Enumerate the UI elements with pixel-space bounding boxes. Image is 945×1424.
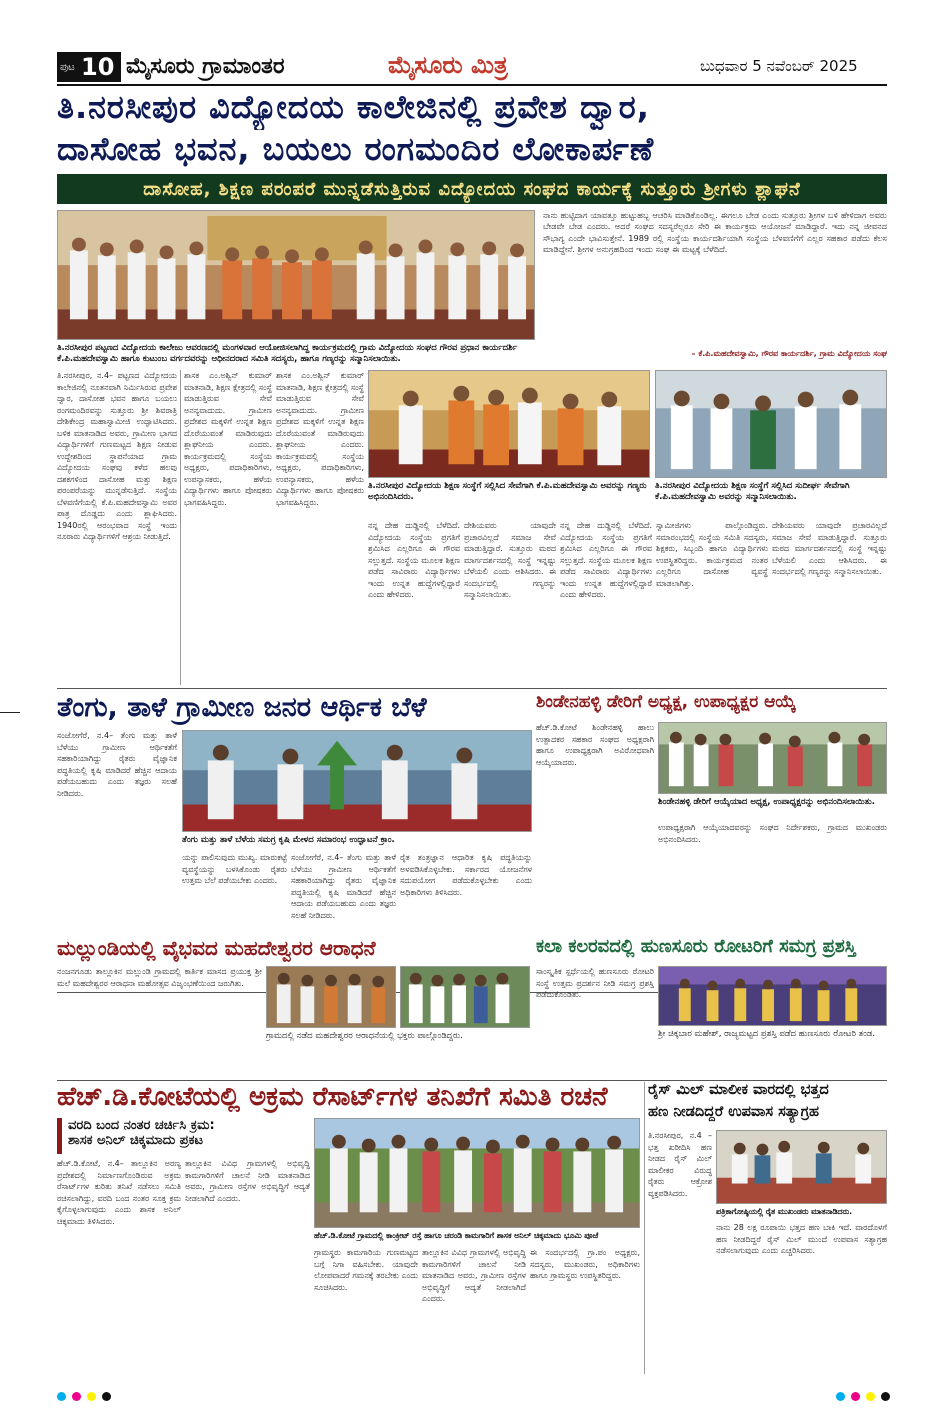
- story6-kicker: [57, 1118, 317, 1154]
- lead-body-col4b: ನನ್ನ ದೇಹ ದುಡ್ಡಿನಲ್ಲಿ ಬೆಳೆದಿದೆ. ವಿದ್ಯೋದಯ ಸಂಸ್ಥೆಯ ಪ್ರಗತಿಗೆ ಶ್ರಮಿಸಿದ ಎಲ್ಲರಿಗೂ ಈ ಗೌರವ ಸಲ್ಲುತ್ತದೆ. ಸಂಸ್ಥೆಯ ಮೂಲಕ ಶಿಕ್ಷಣ ಪಡೆದ ಸಾವಿರಾರು ವಿದ್ಯಾರ್ಥಿಗಳು ಇಂದು ಉನ್ನತ ಹುದ್ದೆಗಳಲ್ಲಿದ್ದಾರೆ ಎಂದು ಹೇಳಿದರು.: [560, 521, 652, 599]
- story2-headline: ತೆಂಗು, ತಾಳೆ ಗ್ರಾಮೀಣ ಜನರ ಆರ್ಥಿಕ ಬೆಳೆ: [57, 692, 427, 723]
- lead-subhead-banner: ದಾಸೋಹ, ಶಿಕ್ಷಣ ಪರಂಪರೆ ಮುನ್ನಡೆಸುತ್ತಿರುವ ವಿದ್ಯೋದಯ ಸಂಘದ ಕಾರ್ಯಕ್ಕೆ ಸುತ್ತೂರು ಶ್ರೀಗಳು ಶ್ಲಾಘನೆ: [57, 174, 887, 204]
- lead-body-col5b: ದೇಶಿಯವರು ಯಾವುದೇ ಪ್ರಚಾರವಿಲ್ಲದೆ ಸಮಾಜ ಸೇವೆ ಮಾಡುತ್ತಿದ್ದಾರೆ. ಸುತ್ತೂರು ಮಠದ ಮಾರ್ಗದರ್ಶನದಲ್ಲಿ ಸಂಸ್ಥೆ ಇನ್ನಷ್ಟು ಬೆಳೆಯಲಿ ಎಂದು ಆಶಿಸಿದರು. ಈ ಸಂದರ್ಭದಲ್ಲಿ ಗಣ್ಯರನ್ನು ಸನ್ಮಾನಿಸಲಾಯಿತು.: [772, 521, 887, 576]
- issue-date: ಬುಧವಾರ 5 ನವೆಂಬರ್ 2025: [700, 57, 858, 75]
- story2-photo-caption: ತೆಂಗು ಮತ್ತು ತಾಳೆ ಬೆಳೆಯ ಸಮಗ್ರ ಕೃಷಿ ಮೇಳದ ಸಮಾರಂಭ ಉದ್ಘಾಟನೆ ಕ್ರಾಂ.: [182, 835, 395, 845]
- black-mark: [881, 1392, 890, 1401]
- story6-body-col1: ಹೆಚ್.ಡಿ.ಕೋಟೆ, ನ.4– ತಾಲ್ಲೂಕಿನ ಅರಣ್ಯ ಪ್ರದೇಶದಲ್ಲಿ ನಿರ್ಮಾಣಗೊಂಡಿರುವ ಅಕ್ರಮ ರೆಸಾರ್ಟ್‌ಗಳ ಕುರಿತು ತನಿಖೆ ನಡೆಸಲು ಸಮಿತಿ ರಚಿಸಲಾಗಿದ್ದು, ವರದಿ ಬಂದ ನಂತರ ಸೂಕ್ತ ಕ್ರಮ ಕೈಗೊಳ್ಳಲಾಗುವುದು ಎಂದು ಶಾಸಕ ಅನಿಲ್ ಚಿಕ್ಕಮಾದು ತಿಳಿಸಿದರು.: [57, 1159, 181, 1226]
- story2-body-mid2: ಸಂಜೋಗೆರೆ, ನ.4– ತೆಂಗು ಮತ್ತು ತಾಳೆ ಬೆಳೆಯು ಗ್ರಾಮೀಣ ಆರ್ಥಿಕತೆಗೆ ಸಹಕಾರಿಯಾಗಿದ್ದು ರೈತರು ವೈಜ್ಞಾನಿಕ ಪದ್ಧತಿಯಲ್ಲಿ ಕೃಷಿ ಮಾಡಿದರೆ ಹೆಚ್ಚಿನ ಆದಾಯ ಪಡೆಯಬಹುದು ಎಂದು ತಜ್ಞರು ಸಲಹೆ ನೀಡಿದರು.: [291, 853, 396, 920]
- story4-headline: ಮಲ್ಲುಂಡಿಯಲ್ಲಿ ವೈಭವದ ಮಹದೇಶ್ವರರ ಆರಾಧನೆ: [57, 936, 376, 960]
- story5-photo-caption: ಶ್ರೀ ಚಿಕ್ಕಬಾರ ಮಹೇಶ್, ರಾಜ್ಯಮಟ್ಟದ ಪ್ರಶಸ್ತಿ ಪಡೆದ ಹುಣಸೂರು ರೋಟರಿ ತಂಡ.: [658, 1029, 876, 1039]
- story5-body: ಸಾಂಸ್ಕೃತಿಕ ಸ್ಪರ್ಧೆಯಲ್ಲಿ ಹುಣಸೂರು ರೋಟರಿ ಸಂಸ್ಥೆ ಉತ್ತಮ ಪ್ರದರ್ಶನ ನೀಡಿ ಸಮಗ್ರ ಪ್ರಶಸ್ತಿ ಪಡೆದುಕೊಂಡಿತು.: [536, 967, 654, 999]
- lead-body-col2: ಶಾಸಕ ಎಂ.ಅಶ್ವಿನ್ ಕುಮಾರ್ ಮಾತನಾಡಿ, ಶಿಕ್ಷಣ ಕ್ಷೇತ್ರದಲ್ಲಿ ಸಂಸ್ಥೆ ಮಾಡುತ್ತಿರುವ ಸೇವೆ ಅನನ್ಯವಾದುದು. ಗ್ರಾಮೀಣ ಪ್ರದೇಶದ ಮಕ್ಕಳಿಗೆ ಉನ್ನತ ಶಿಕ್ಷಣ ದೊರೆಯುವಂತೆ ಮಾಡಿರುವುದು ಶ್ಲಾಘನೀಯ ಎಂದರು. ಕಾರ್ಯಕ್ರಮದಲ್ಲಿ ಸಂಸ್ಥೆಯ ಅಧ್ಯಕ್ಷರು, ಪದಾಧಿಕಾರಿಗಳು, ಉಪನ್ಯಾಸಕರು, ಹಳೆಯ ವಿದ್ಯಾರ್ಥಿಗಳು ಹಾಗೂ ಪೋಷಕರು ಭಾಗವಹಿಸಿದ್ದರು.: [184, 371, 272, 507]
- story3-photo-caption: ಶಿಂಡೇನಹಳ್ಳಿ ಡೇರಿಗೆ ಆಯ್ಕೆಯಾದ ಅಧ್ಯಕ್ಷ, ಉಪಾಧ್ಯಕ್ಷರನ್ನು ಅಭಿನಂದಿಸಲಾಯಿತು.: [658, 797, 875, 807]
- story7-body-right: ನಾನು 28 ಲಕ್ಷ ರೂಪಾಯಿ ಭತ್ತದ ಹಣ ಬಾಕಿ ಇದೆ. ವಾರದೊಳಗೆ ಹಣ ನೀಡದಿದ್ದರೆ ರೈಸ್ ಮಿಲ್ ಮುಂದೆ ಉಪವಾಸ ಸತ್ಯಾಗ್ರಹ ನಡೆಸಲಾಗುವುದು ಎಂದು ಎಚ್ಚರಿಸಿದರು.: [716, 1223, 887, 1255]
- story6-body-col2: ತಾಲ್ಲೂಕಿನ ವಿವಿಧ ಗ್ರಾಮಗಳಲ್ಲಿ ಅಭಿವೃದ್ಧಿ ಕಾಮಗಾರಿಗಳಿಗೆ ಚಾಲನೆ ನೀಡಿ ಮಾತನಾಡಿದ ಅವರು, ಗ್ರಾಮೀಣ ರಸ್ತೆಗಳ ಅಭಿವೃದ್ಧಿಗೆ ಆದ್ಯತೆ ನೀಡಲಾಗಿದೆ ಎಂದರು.: [185, 1159, 310, 1203]
- lead-headline-line2: ದಾಸೋಹ ಭವನ, ಬಯಲು ರಂಗಮಂದಿರ ಲೋಕಾರ್ಪಣೆ: [57, 130, 655, 168]
- story3-body-right: ಉಪಾಧ್ಯಕ್ಷರಾಗಿ ಆಯ್ಕೆಯಾದವರನ್ನು ಸಂಘದ ನಿರ್ದೇಶಕರು, ಗ್ರಾಮದ ಮುಖಂಡರು ಅಭಿನಂದಿಸಿದರು.: [658, 823, 887, 844]
- story3-photo: [658, 722, 887, 794]
- story3-body-left: ಹೆಚ್.ಡಿ.ಕೋಟೆ ಶಿಂಡೇನಹಳ್ಳಿ ಹಾಲು ಉತ್ಪಾದಕರ ಸಹಕಾರ ಸಂಘದ ಅಧ್ಯಕ್ಷರಾಗಿ ಹಾಗೂ ಉಪಾಧ್ಯಕ್ಷರಾಗಿ ಅವಿರೋಧವಾಗಿ ಆಯ್ಕೆಯಾದರು.: [536, 723, 654, 767]
- story7-photo: [716, 1130, 887, 1204]
- page-number: 10: [81, 53, 115, 81]
- section-divider: [57, 1080, 887, 1081]
- lead-photo-3: [655, 370, 887, 478]
- story6-photo: [314, 1118, 640, 1228]
- story7-headline-line2: ಹಣ ನೀಡದಿದ್ದರೆ ಉಪವಾಸ ಸತ್ಯಾಗ್ರಹ: [648, 1104, 820, 1120]
- story4-body: ನಂಜನಗೂಡು ತಾಲ್ಲೂಕಿನ ಮಲ್ಲುಂಡಿ ಗ್ರಾಮದಲ್ಲಿ ಕಾರ್ತಿಕ ಮಾಸದ ಪ್ರಯುಕ್ತ ಶ್ರೀ ಮಲೆ ಮಹದೇಶ್ವರರ ಆರಾಧನಾ ಮಹೋತ್ಸವ ವಿಜೃಂಭಣೆಯಿಂದ ಜರುಗಿತು.: [57, 967, 262, 988]
- story7-body-left: ತಿ.ನರಸೀಪುರ, ನ.4 – ಭತ್ತ ಖರೀದಿಸಿ ಹಣ ನೀಡದ ರೈಸ್ ಮಿಲ್ ಮಾಲೀಕರ ವಿರುದ್ಧ ರೈತರು ಆಕ್ರೋಶ ವ್ಯಕ್ತಪಡಿಸಿದರು.: [648, 1131, 712, 1198]
- cyan-mark: [836, 1392, 845, 1401]
- story6-kicker-line1: ವರದಿ ಬಂದ ನಂತರ ಚರ್ಚಿಸಿ ಕ್ರಮ:: [68, 1118, 215, 1133]
- column-divider: [644, 1082, 645, 1374]
- story4-photo-caption: ಗ್ರಾಮದಲ್ಲಿ ನಡೆದ ಮಹದೇಶ್ವರರ ಆರಾಧನೆಯಲ್ಲಿ ಭಕ್ತರು ಪಾಲ್ಗೊಂಡಿದ್ದರು.: [266, 1031, 463, 1041]
- yellow-mark: [87, 1392, 96, 1401]
- story2-body-mid: ಯನ್ನು ಪಾಲಿಸುವುದು ಮುಖ್ಯ. ಮಾರುಕಟ್ಟೆ ವ್ಯವಸ್ಥೆಯನ್ನು ಬಳಸಿಕೊಂಡು ರೈತರು ಉತ್ತಮ ಬೆಲೆ ಪಡೆಯಬೇಕು ಎಂದರು.: [182, 853, 287, 885]
- cyan-mark: [57, 1392, 66, 1401]
- lead-quote-text: ನಾನು ಹುಟ್ಟಿದಾಗ ಯಾವತ್ತೂ ಹುಟ್ಟುಹಬ್ಬ ಆಚರಿಸಿ ಮಾಡಿಕೊಂಡಿಲ್ಲ. ಈಗಲೂ ಬೇಡ ಎಂದು ಸುತ್ತೂರು ಶ್ರೀಗಳ ಬಳಿ ಹೇಳಿದಾಗ ಅವರು ಬೇಡವೇ ಬೇಡ ಎಂದರು. ಆದರೆ ಸಂಘದ ಸದಸ್ಯರೆಲ್ಲರೂ ಸೇರಿ ಈ ಕಾರ್ಯಕ್ರಮ ಆಯೋಜನೆ ಮಾಡಿದ್ದಾರೆ. ಇದು ನನ್ನ ಜೀವನದ ಸೌಭಾಗ್ಯ ಎಂದೇ ಭಾವಿಸುತ್ತೇನೆ. 1989 ರಲ್ಲಿ ಸಂಸ್ಥೆಯ ಕಾರ್ಯದರ್ಶಿಯಾಗಿ ಸಂಸ್ಥೆಯ ಬೆಳವಣಿಗೆಗೆ ಎಲ್ಲರ ಸಹಕಾರ ಪಡೆದು ಕೆಲಸ ಮಾಡಿದ್ದೇನೆ. ಶ್ರೀಗಳ ಅನುಗ್ರಹದಿಂದ ಇಂದು ಸಂಘ ಈ ಮಟ್ಟಕ್ಕೆ ಬೆಳೆದಿದೆ.: [543, 210, 887, 255]
- lead-headline-line1: ತಿ.ನರಸೀಪುರ ವಿದ್ಯೋದಯ ಕಾಲೇಜಿನಲ್ಲಿ ಪ್ರವೇಶ ದ್ವಾರ,: [57, 88, 650, 126]
- fold-mark: [0, 712, 20, 713]
- lead-photo-3-caption: ತಿ.ನರಸೀಪುರ ವಿದ್ಯೋದಯ ಶಿಕ್ಷಣ ಸಂಸ್ಥೆಗೆ ಸಲ್ಲಿಸಿದ ಸುದೀರ್ಘ ಸೇವೆಗಾಗಿ ಕೆ.ಪಿ.ಮಹದೇವಸ್ವಾಮಿ ಅವರನ್ನು ಸನ್ಮಾನಿಸಲಾಯಿತು.: [655, 481, 850, 502]
- lead-photo-2: [368, 370, 650, 478]
- story2-photo: [182, 730, 532, 832]
- lead-photo: [57, 210, 535, 340]
- story4-photo-2: [400, 966, 530, 1028]
- column-divider: [180, 370, 181, 685]
- story7-photo-caption: ಪತ್ರಿಕಾಗೋಷ್ಠಿಯಲ್ಲಿ ರೈತ ಮುಖಂಡರು ಮಾತನಾಡಿದರು.: [716, 1207, 853, 1216]
- story6-body-col3b: ತಾಲ್ಲೂಕಿನ ವಿವಿಧ ಗ್ರಾಮಗಳಲ್ಲಿ ಅಭಿವೃದ್ಧಿ ಕಾಮಗಾರಿಗಳಿಗೆ ಚಾಲನೆ ನೀಡಿ ಮಾತನಾಡಿದ ಅವರು, ಗ್ರಾಮೀಣ ರಸ್ತೆಗಳ ಅಭಿವೃದ್ಧಿಗೆ ಆದ್ಯತೆ ನೀಡಲಾಗಿದೆ ಎಂದರು.: [422, 1248, 526, 1303]
- yellow-mark: [866, 1392, 875, 1401]
- story6-headline: ಹೆಚ್.ಡಿ.ಕೋಟೆಯಲ್ಲಿ ಅಕ್ರಮ ರೆಸಾರ್ಟ್‌ಗಳ ತನಿಖೆಗೆ ಸಮಿತಿ ರಚನೆ: [57, 1082, 608, 1112]
- masthead-rule: [57, 84, 887, 86]
- lead-quote-credit: – ಕೆ.ಪಿ.ಮಹದೇವಸ್ವಾಮಿ, ಗೌರವ ಕಾರ್ಯದರ್ಶಿ, ಗ್ರಾಮ ವಿದ್ಯೋದಯ ಸಂಘ: [691, 349, 887, 358]
- story6-photo-caption: ಹೆಚ್.ಡಿ.ಕೋಟೆ ಗ್ರಾಮದಲ್ಲಿ ಕಾಂಕ್ರೀಟ್ ರಸ್ತೆ ಹಾಗೂ ಚರಂಡಿ ಕಾಮಗಾರಿಗೆ ಶಾಸಕ ಅನಿಲ್ ಚಿಕ್ಕಮಾದು ಭೂಮಿ ಪೂಜೆ: [314, 1231, 599, 1240]
- story4-photo-1: [266, 966, 396, 1028]
- lead-body-col1: ತಿ.ನರಸೀಪುರ, ನ.4– ಪಟ್ಟಣದ ವಿದ್ಯೋದಯ ಕಾಲೇಜಿನಲ್ಲಿ ನೂತನವಾಗಿ ನಿರ್ಮಿಸಿರುವ ಪ್ರವೇಶ ದ್ವಾರ, ದಾಸೋಹ ಭವನ ಹಾಗೂ ಬಯಲು ರಂಗಮಂದಿರವನ್ನು ಸುತ್ತೂರು ಶ್ರೀ ಶಿವರಾತ್ರಿ ದೇಶಿಕೇಂದ್ರ ಮಹಾಸ್ವಾಮೀಜಿ ಉದ್ಘಾಟಿಸಿದರು. ಬಳಿಕ ಮಾತನಾಡಿದ ಅವರು, ಗ್ರಾಮೀಣ ಭಾಗದ ವಿದ್ಯಾರ್ಥಿಗಳಿಗೆ ಗುಣಮಟ್ಟದ ಶಿಕ್ಷಣ ನೀಡುವ ಉದ್ದೇಶದಿಂದ ಸ್ಥಾಪನೆಯಾದ ಗ್ರಾಮ ವಿದ್ಯೋದಯ ಸಂಘವು ಕಳೆದ ಹಲವು ದಶಕಗಳಿಂದ ದಾಸೋಹ ಮತ್ತು ಶಿಕ್ಷಣ ಪರಂಪರೆಯನ್ನು ಮುನ್ನಡೆಸುತ್ತಿದೆ. ಸಂಸ್ಥೆಯ ಬೆಳವಣಿಗೆಯಲ್ಲಿ ಕೆ.ಪಿ.ಮಹದೇವಸ್ವಾಮಿ ಅವರ ಪಾತ್ರ ದೊಡ್ಡದು ಎಂದು ಶ್ಲಾಘಿಸಿದರು. 1940ರಲ್ಲಿ ಆರಂಭವಾದ ಸಂಸ್ಥೆ ಇಂದು ನೂರಾರು ವಿದ್ಯಾರ್ಥಿಗಳಿಗೆ ಆಶ್ರಯ ನೀಡುತ್ತಿದೆ.: [57, 371, 177, 541]
- section-title: ಮೈಸೂರು ಗ್ರಾಮಾಂತರ: [126, 54, 285, 79]
- story2-body-right: ರೈತ ತಂತ್ರಜ್ಞಾನ ಆಧಾರಿತ ಕೃಷಿ ಪದ್ಧತಿಯನ್ನು ಅಳವಡಿಸಿಕೊಳ್ಳಬೇಕು. ಸರ್ಕಾರದ ಯೋಜನೆಗಳ ಸದುಪಯೋಗ ಪಡೆದುಕೊಳ್ಳಬೇಕು ಎಂದು ಅಧಿಕಾರಿಗಳು ತಿಳಿಸಿದರು.: [400, 853, 532, 897]
- lead-photo-2-caption: ತಿ.ನರಸೀಪುರ ವಿದ್ಯೋದಯ ಶಿಕ್ಷಣ ಸಂಸ್ಥೆಗೆ ಸಲ್ಲಿಸಿದ ಸೇವೆಗಾಗಿ ಕೆ.ಪಿ.ಮಹದೇವಸ್ವಾಮಿ ಅವರನ್ನು ಗಣ್ಯರು ಅಭಿನಂದಿಸಿದರು.: [368, 481, 647, 502]
- lead-body-col5: ಸ್ವಾಮೀಜಿಗಳು ಪಾಲ್ಗೊಂಡಿದ್ದರು. ಸಮಾರಂಭದಲ್ಲಿ ಸಂಸ್ಥೆಯ ಸಮಿತಿ ಸದಸ್ಯರು, ಶಿಕ್ಷಕರು, ಸಿಬ್ಬಂದಿ ಹಾಗೂ ವಿದ್ಯಾರ್ಥಿಗಳು ಉಪಸ್ಥಿತರಿದ್ದರು. ಕಾರ್ಯಕ್ರಮದ ನಂತರ ಎಲ್ಲರಿಗೂ ದಾಸೋಹ ವ್ಯವಸ್ಥೆ ಮಾಡಲಾಗಿತ್ತು.: [656, 521, 768, 588]
- section-divider: [57, 688, 887, 689]
- lead-photo-caption: ತಿ.ನರಸೀಪುರ ಪಟ್ಟಣದ ವಿದ್ಯೋದಯ ಕಾಲೇಜು ಆವರಣದಲ್ಲಿ ಮಂಗಳವಾರ ಆಯೋಜಿಸಲಾಗಿದ್ದ ಕಾರ್ಯಕ್ರಮದಲ್ಲಿ ಗ್ರಾಮ ವಿದ್ಯೋದಯ ಸಂಘದ ಗೌರವ ಪ್ರಧಾನ ಕಾರ್ಯದರ್ಶಿ ಕೆ.ಪಿ.ಮಹದೇವಸ್ವಾಮಿ ಹಾಗೂ ಕುಟುಂಬ ವರ್ಗದವರನ್ನು ಆಧೀನದರಾದ ಸಮಿತಿ ಸದಸ್ಯರು, ಹಾಗೂ ಗಣ್ಯರನ್ನು ಸನ್ಮಾನಿಸಲಾಯಿತು.: [57, 343, 518, 364]
- lead-body-col3: ನನ್ನ ದೇಹ ದುಡ್ಡಿನಲ್ಲಿ ಬೆಳೆದಿದೆ. ವಿದ್ಯೋದಯ ಸಂಸ್ಥೆಯ ಪ್ರಗತಿಗೆ ಶ್ರಮಿಸಿದ ಎಲ್ಲರಿಗೂ ಈ ಗೌರವ ಸಲ್ಲುತ್ತದೆ. ಸಂಸ್ಥೆಯ ಮೂಲಕ ಶಿಕ್ಷಣ ಪಡೆದ ಸಾವಿರಾರು ವಿದ್ಯಾರ್ಥಿಗಳು ಇಂದು ಉನ್ನತ ಹುದ್ದೆಗಳಲ್ಲಿದ್ದಾರೆ ಎಂದು ಹೇಳಿದರು.: [368, 521, 460, 599]
- page-label: ಪುಟ: [60, 61, 75, 73]
- page-number-box: [57, 52, 121, 82]
- registration-marks-left: [57, 1392, 111, 1401]
- story7-headline-line1: ರೈಸ್ ಮಿಲ್ ಮಾಲೀಕ ವಾರದಲ್ಲಿ ಭತ್ತದ: [648, 1082, 829, 1098]
- story6-body-col4: ಈ ಸಂದರ್ಭದಲ್ಲಿ ಗ್ರಾ.ಪಂ ಅಧ್ಯಕ್ಷರು, ಸದಸ್ಯರು, ಮುಖಂಡರು, ಅಧಿಕಾರಿಗಳು ಹಾಗೂ ಗ್ರಾಮಸ್ಥರು ಉಪಸ್ಥಿತರಿದ್ದರು.: [530, 1248, 640, 1280]
- newspaper-logo: ಮೈಸೂರು ಮಿತ್ರ: [388, 50, 508, 79]
- story2-body-left: ಸಂಜೋಗೆರೆ, ನ.4– ತೆಂಗು ಮತ್ತು ತಾಳೆ ಬೆಳೆಯು ಗ್ರಾಮೀಣ ಆರ್ಥಿಕತೆಗೆ ಸಹಕಾರಿಯಾಗಿದ್ದು ರೈತರು ವೈಜ್ಞಾನಿಕ ಪದ್ಧತಿಯಲ್ಲಿ ಕೃಷಿ ಮಾಡಿದರೆ ಹೆಚ್ಚಿನ ಆದಾಯ ಪಡೆಯಬಹುದು ಎಂದು ತಜ್ಞರು ಸಲಹೆ ನೀಡಿದರು.: [57, 731, 177, 798]
- story5-photo: [658, 966, 887, 1026]
- lead-body-col2b: ಶಾಸಕ ಎಂ.ಅಶ್ವಿನ್ ಕುಮಾರ್ ಮಾತನಾಡಿ, ಶಿಕ್ಷಣ ಕ್ಷೇತ್ರದಲ್ಲಿ ಸಂಸ್ಥೆ ಮಾಡುತ್ತಿರುವ ಸೇವೆ ಅನನ್ಯವಾದುದು. ಗ್ರಾಮೀಣ ಪ್ರದೇಶದ ಮಕ್ಕಳಿಗೆ ಉನ್ನತ ಶಿಕ್ಷಣ ದೊರೆಯುವಂತೆ ಮಾಡಿರುವುದು ಶ್ಲಾಘನೀಯ ಎಂದರು. ಕಾರ್ಯಕ್ರಮದಲ್ಲಿ ಸಂಸ್ಥೆಯ ಅಧ್ಯಕ್ಷರು, ಪದಾಧಿಕಾರಿಗಳು, ಉಪನ್ಯಾಸಕರು, ಹಳೆಯ ವಿದ್ಯಾರ್ಥಿಗಳು ಹಾಗೂ ಪೋಷಕರು ಭಾಗವಹಿಸಿದ್ದರು.: [276, 371, 364, 507]
- story6-body-col3: ಗ್ರಾಮಸ್ಥರು ಕಾಮಗಾರಿಯ ಗುಣಮಟ್ಟದ ಬಗ್ಗೆ ನಿಗಾ ವಹಿಸಬೇಕು. ಯಾವುದೇ ಲೋಪವಾದರೆ ಗಮನಕ್ಕೆ ತರಬೇಕು ಎಂದು ಸೂಚಿಸಿದರು.: [314, 1248, 418, 1292]
- black-mark: [102, 1392, 111, 1401]
- story6-kicker-line2: ಶಾಸಕ ಅನಿಲ್ ಚಿಕ್ಕಮಾದು ಪ್ರಕಟ: [68, 1133, 204, 1148]
- registration-marks-right: [836, 1392, 890, 1401]
- magenta-mark: [851, 1392, 860, 1401]
- story3-headline: ಶಿಂಡೇನಹಳ್ಳಿ ಡೇರಿಗೆ ಅಧ್ಯಕ್ಷ, ಉಪಾಧ್ಯಕ್ಷರ ಆಯ್ಕೆ: [536, 692, 796, 712]
- lead-body-col4: ದೇಶಿಯವರು ಯಾವುದೇ ಪ್ರಚಾರವಿಲ್ಲದೆ ಸಮಾಜ ಸೇವೆ ಮಾಡುತ್ತಿದ್ದಾರೆ. ಸುತ್ತೂರು ಮಠದ ಮಾರ್ಗದರ್ಶನದಲ್ಲಿ ಸಂಸ್ಥೆ ಇನ್ನಷ್ಟು ಬೆಳೆಯಲಿ ಎಂದು ಆಶಿಸಿದರು. ಈ ಸಂದರ್ಭದಲ್ಲಿ ಗಣ್ಯರನ್ನು ಸನ್ಮಾನಿಸಲಾಯಿತು.: [464, 521, 556, 599]
- magenta-mark: [72, 1392, 81, 1401]
- story5-headline: ಕಲಾ ಕಲರವದಲ್ಲಿ ಹುಣಸೂರು ರೋಟರಿಗೆ ಸಮಗ್ರ ಪ್ರಶಸ್ತಿ: [536, 936, 856, 957]
